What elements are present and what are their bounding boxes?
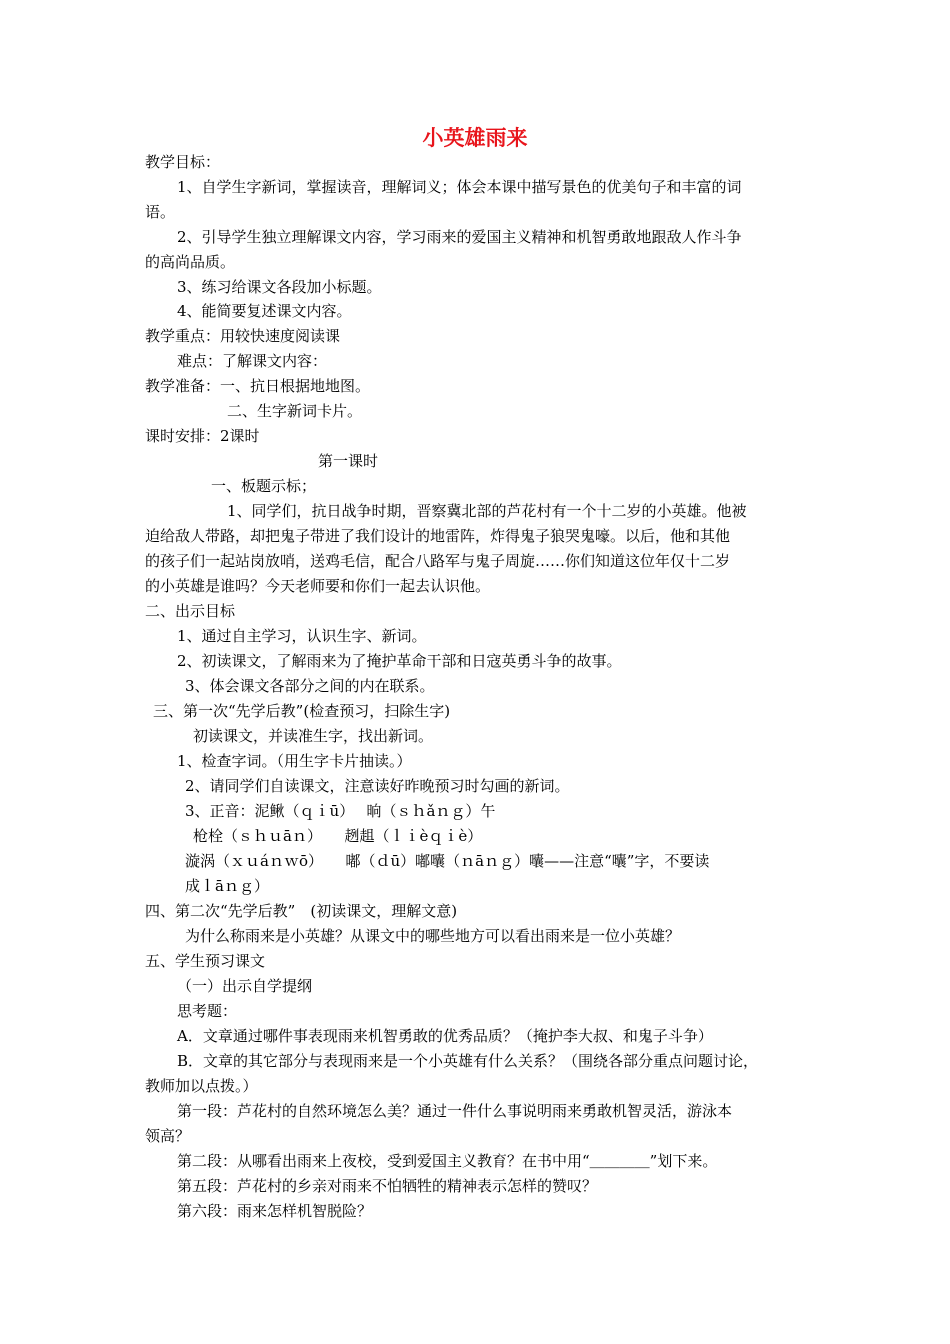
text-line: 成ｌāｎｇ） [185, 877, 269, 895]
text-line: 1、通过自主学习，认识生字、新词。 [177, 627, 427, 645]
text-line: 难点：了解课文内容： [177, 352, 328, 370]
text-line: 二、生字新词卡片。 [227, 402, 363, 420]
text-line: A．文章通过哪件事表现雨来机智勇敢的优秀品质？（掩护李大叔、和鬼子斗争） [177, 1027, 713, 1045]
page-title: 小英雄雨来 [422, 126, 528, 150]
text-line: 教学准备：一、抗日根据地地图。 [145, 377, 371, 395]
text-line: 一、板题示标； [211, 477, 317, 495]
text-line: 初读课文，并读准生字，找出新词。 [193, 727, 434, 745]
text-line: 1、自学生字新词，掌握读音，理解词义；体会本课中描写景色的优美句子和丰富的词 [177, 178, 742, 196]
text-line: 二、出示目标 [145, 602, 236, 620]
text-line: 语。 [145, 203, 176, 221]
text-line: 第五段：芦花村的乡亲对雨来不怕牺牲的精神表示怎样的赞叹？ [177, 1177, 598, 1195]
text-line: 4、能简要复述课文内容。 [177, 302, 352, 320]
text-line: 1、检查字词。（用生字卡片抽读。） [177, 752, 412, 770]
text-line: 五、学生预习课文 [145, 952, 266, 970]
text-line: 三、第一次“先学后教”(检查预习，扫除生字) [153, 702, 451, 720]
text-line: 教学重点：用较快速度阅读课 [145, 327, 341, 345]
text-line: 2、请同学们自读课文，注意读好昨晚预习时勾画的新词。 [185, 777, 570, 795]
text-line: B．文章的其它部分与表现雨来是一个小英雄有什么关系？（围绕各部分重点问题讨论， [177, 1052, 759, 1070]
text-line: 3、练习给课文各段加小标题。 [177, 278, 382, 296]
text-line: 第二段：从哪看出雨来上夜校，受到爱国主义教育？在书中用“＿＿＿＿”划下来。 [177, 1152, 718, 1170]
section-heading: 第一课时 [318, 452, 379, 470]
text-line: 的孩子们一起站岗放哨，送鸡毛信，配合八路军与鬼子周旋……你们知道这位年仅十二岁 [145, 552, 731, 570]
text-line: 3、体会课文各部分之间的内在联系。 [185, 677, 435, 695]
text-line: 2、初读课文，了解雨来为了掩护革命干部和日寇英勇斗争的故事。 [177, 652, 622, 670]
text-line: 漩涡（ｘｕáｎｗō） 嘟（ｄū）嘟囔（ｎāｎｇ）囔——注意“囔”字，不要读 [185, 852, 710, 870]
text-line: 领高？ [145, 1127, 191, 1145]
text-line: 2、引导学生独立理解课文内容，学习雨来的爱国主义精神和机智勇敢地跟敌人作斗争 [177, 228, 742, 246]
text-line: 枪栓（ｓｈｕāｎ） 趔趄（ｌｉèｑｉè） [193, 827, 483, 845]
text-line: （一）出示自学提纲 [177, 977, 313, 995]
text-line: 迫给敌人带路，却把鬼子带进了我们设计的地雷阵，炸得鬼子狼哭鬼嚎。以后，他和其他 [145, 527, 731, 545]
text-line: 课时安排：2课时 [145, 427, 260, 445]
text-line: 为什么称雨来是小英雄？从课文中的哪些地方可以看出雨来是一位小英雄？ [185, 927, 681, 945]
text-line: 3、正音：泥鳅（ｑｉū） 晌（ｓｈǎｎｇ）午 [185, 802, 496, 820]
text-line: 1、同学们，抗日战争时期，晋察冀北部的芦花村有一个十二岁的小英雄。他被 [227, 502, 747, 520]
text-line: 的小英雄是谁吗？今天老师要和你们一起去认识他。 [145, 577, 491, 595]
text-line: 教学目标： [145, 153, 221, 171]
text-line: 第一段：芦花村的自然环境怎么美？通过一件什么事说明雨来勇敢机智灵活，游泳本 [177, 1102, 733, 1120]
text-line: 第六段：雨来怎样机智脱险？ [177, 1202, 373, 1220]
text-line: 思考题： [177, 1002, 238, 1020]
text-line: 教师加以点拨。） [145, 1077, 258, 1095]
text-line: 四、第二次“先学后教” (初读课文，理解文意) [145, 902, 458, 920]
text-line: 的高尚品质。 [145, 253, 236, 271]
